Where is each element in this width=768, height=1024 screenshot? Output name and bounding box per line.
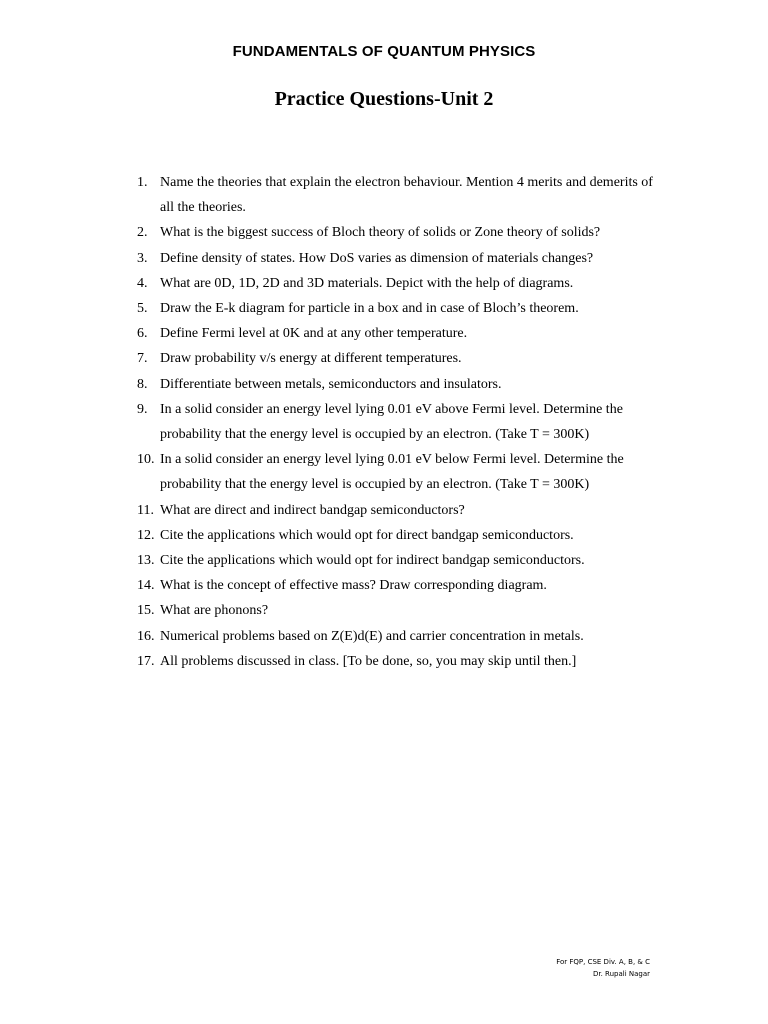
question-number: 12. [137,527,155,543]
question-item [137,598,657,623]
question-item [137,523,657,548]
question-item [137,321,657,346]
question-number: 13. [137,553,155,569]
question-number: 5. [137,301,148,317]
question-item [137,346,657,371]
question-text: What are direct and indirect bandgap semiconductors? [160,502,465,518]
question-item [137,447,657,497]
footer-author-line: Dr. Rupali Nagar [592,970,650,978]
question-text: Define Fermi level at 0K and at any other temperature. [160,326,468,342]
question-number: 8. [137,376,148,392]
question-text: Define density of states. How DoS varies as dimension of materials changes? [160,250,594,266]
question-number: 3. [137,250,148,266]
question-number: 14. [137,578,155,594]
question-text: Differentiate between metals, semiconductors and insulators. [160,376,502,392]
question-text: Name the theories that explain the electron behaviour. Mention 4 merits and demerits of all the theories. [160,175,653,216]
question-number: 11. [137,502,154,518]
question-item [137,624,657,649]
question-item [137,296,657,321]
question-number: 1. [137,175,148,190]
question-text: In a solid consider an energy level lying 0.01 eV below Fermi level. Determine the probability that the energy level is occupied by an electron. (Take T = 300K) [160,452,624,493]
question-text: Draw the E-k diagram for particle in a box and in case of Bloch’s theorem. [160,301,579,317]
question-item [137,372,657,397]
question-item [137,573,657,598]
question-number: 7. [137,351,148,367]
question-number: 9. [137,401,148,417]
question-text: What are 0D, 1D, 2D and 3D materials. Depict with the help of diagrams. [160,275,574,291]
question-number: 17. [137,653,155,669]
course-title: FUNDAMENTALS OF QUANTUM PHYSICS [232,43,536,60]
footer [556,956,650,980]
question-number: 2. [137,225,148,241]
question-number: 16. [137,628,155,644]
question-item [137,271,657,296]
question-text: Numerical problems based on Z(E)d(E) and carrier concentration in metals. [160,628,584,644]
question-text: Draw probability v/s energy at different temperatures. [160,351,462,367]
question-text: What are phonons? [160,603,269,619]
question-number: 15. [137,603,155,619]
question-text: What is the biggest success of Bloch theory of solids or Zone theory of solids? [160,225,601,241]
question-number: 6. [137,326,148,342]
question-item [137,246,657,271]
question-item [137,649,657,674]
footer-course-line: For FQP, CSE Div. A, B, & C [556,958,650,966]
question-item [137,220,657,245]
question-text: In a solid consider an energy level lying 0.01 eV above Fermi level. Determine the probability that the energy level is occupied by an electron. (Take T = 300K) [160,401,623,443]
question-item [137,397,657,447]
question-number: 4. [137,275,148,291]
question-text: All problems discussed in class. [To be done, so, you may skip until then.] [160,653,577,669]
question-text: Cite the applications which would opt for indirect bandgap semiconductors. [160,553,585,569]
question-item [137,498,657,523]
question-text: Cite the applications which would opt for direct bandgap semiconductors. [160,527,574,543]
question-text: What is the concept of effective mass? Draw corresponding diagram. [160,578,547,594]
question-list [137,170,657,674]
question-number: 10. [137,452,155,468]
unit-title: Practice Questions-Unit 2 [274,88,494,110]
question-item [137,170,657,220]
question-item [137,548,657,573]
